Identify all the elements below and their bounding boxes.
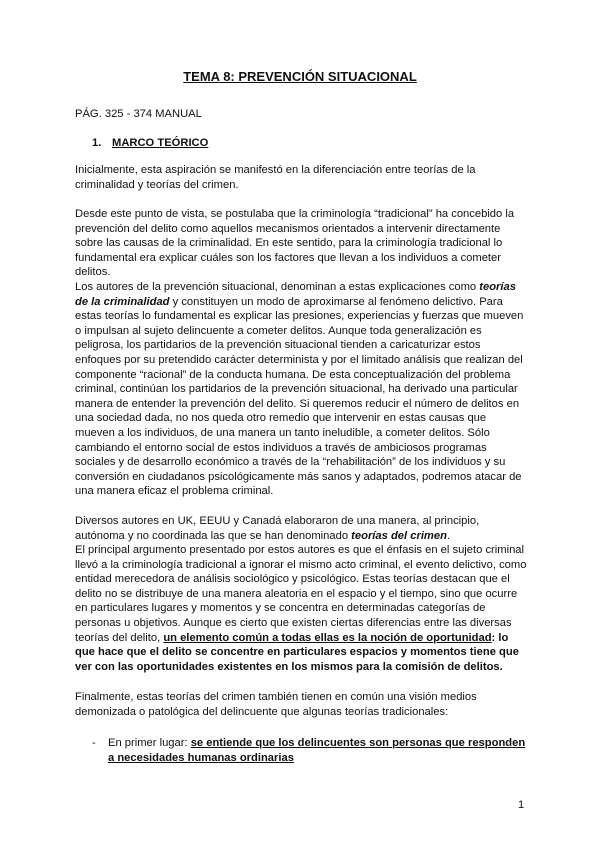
document-title: TEMA 8: PREVENCIÓN SITUACIONAL bbox=[183, 69, 417, 84]
paragraph-3-text-a: Los autores de la prevención situacional, denominan a estas explicaciones como bbox=[75, 281, 480, 293]
paragraph-5-highlight: un elemento común a todas ellas es la noción de oportunidad bbox=[163, 631, 492, 644]
paragraph-1: Inicialmente, esta aspiración se manifestó en la diferenciación entre teorías de la criminalidad y teorías del crimen. bbox=[75, 164, 476, 191]
paragraph-3-term: teorías de la criminalidad bbox=[75, 281, 516, 308]
bullet-dash: - bbox=[92, 737, 96, 749]
paragraph-5 bbox=[75, 543, 527, 674]
section-heading bbox=[92, 136, 208, 151]
paragraph-3 bbox=[75, 280, 527, 499]
bullet-text bbox=[108, 736, 528, 765]
page-number: 1 bbox=[518, 799, 525, 811]
paragraph-4-term: teorías del crimen bbox=[351, 529, 447, 542]
paragraph-5-text-c: : lo que hace que el delito se concentre en particulares espacios y momentos tiene que ver con las oportunidades existentes en los mismos para la comisión de delitos. bbox=[75, 631, 519, 673]
paragraph-3-text-c: y constituyen un modo de aproximarse al fenómeno delictivo. Para estas teorías lo fundamental es explicar las presiones, experiencias y fuerzas que mueven o impulsan al sujeto delincuente a cometer delitos. Aunque toda generalización es peligrosa, los partidarios de la prevención situacional tienden a caricaturizar estos enfoques por su pretendido carácter determinista y por el limitado análisis que realizan del componente “racional” de la conducta humana. De esta conceptualización del problema criminal, continúan los partidarios de la prevención situacional, ha derivado una particular manera de entender la prevención del delito. Si queremos reducir el número de delitos en una sociedad dada, no nos queda otro remedio que intervenir en estas causas que mueven a los individuos, de una manera un tanto ineludible, a cometer delitos. Sólo cambiando el entorno social de estos individuos a través de ambiciosos programas sociales y de desarrollo económico a través de la “rehabilitación” de los individuos y su conversión en ciudadanos psicológicamente más sanos y adaptados, podremos atacar de una manera eficaz el problema criminal. bbox=[75, 295, 524, 498]
bullet-text-a: En primer lugar: bbox=[108, 737, 191, 749]
section-label: MARCO TEÓRICO bbox=[112, 137, 209, 149]
paragraph-4-text-c: . bbox=[446, 529, 451, 542]
paragraph-2: Desde este punto de vista, se postulaba que la criminología “tradicional” ha concebido la prevención del delito como aquellos mecanismos orientados a intervenir directamente sobre las causas de la criminalidad. En este sentido, para la criminología tradicional lo fundamental era explicar cuáles son los factores que llevan a los individuos a cometer delitos. bbox=[75, 208, 515, 279]
pages-reference: PÁG. 325 - 374 MANUAL bbox=[75, 108, 202, 120]
section-number: 1. bbox=[92, 137, 102, 149]
paragraph-4-text-a: Diversos autores en UK, EEUU y Canadá elaboraron de una manera, al principio, autónoma y no coordinada las que se han denominado bbox=[75, 515, 480, 542]
paragraph-4 bbox=[75, 514, 527, 543]
paragraph-6: Finalmente, estas teorías del crimen también tienen en común una visión medios demonizada o patológica del delincuente que algunas teorías tradicionales: bbox=[75, 691, 477, 718]
paragraph-5-text-a: El principal argumento presentado por estos autores es que el énfasis en el sujeto criminal llevó a la criminología tradicional a ignorar el mismo acto criminal, el evento delictivo, como entidad merecedora de análisis sociológico y psicológico. Estas teorías destacan que el delito no se distribuye de una manera aleatoria en el espacio y el tiempo, sino que ocurre en particulares lugares y momentos y se concentra en determinadas categorías de personas u objetivos. Aunque es cierto que existen ciertas diferencias entre las diversas teorías del delito, bbox=[75, 544, 527, 644]
bullet-text-highlight: se entiende que los delincuentes son personas que responden a necesidades humanas ordinarias bbox=[108, 737, 526, 764]
